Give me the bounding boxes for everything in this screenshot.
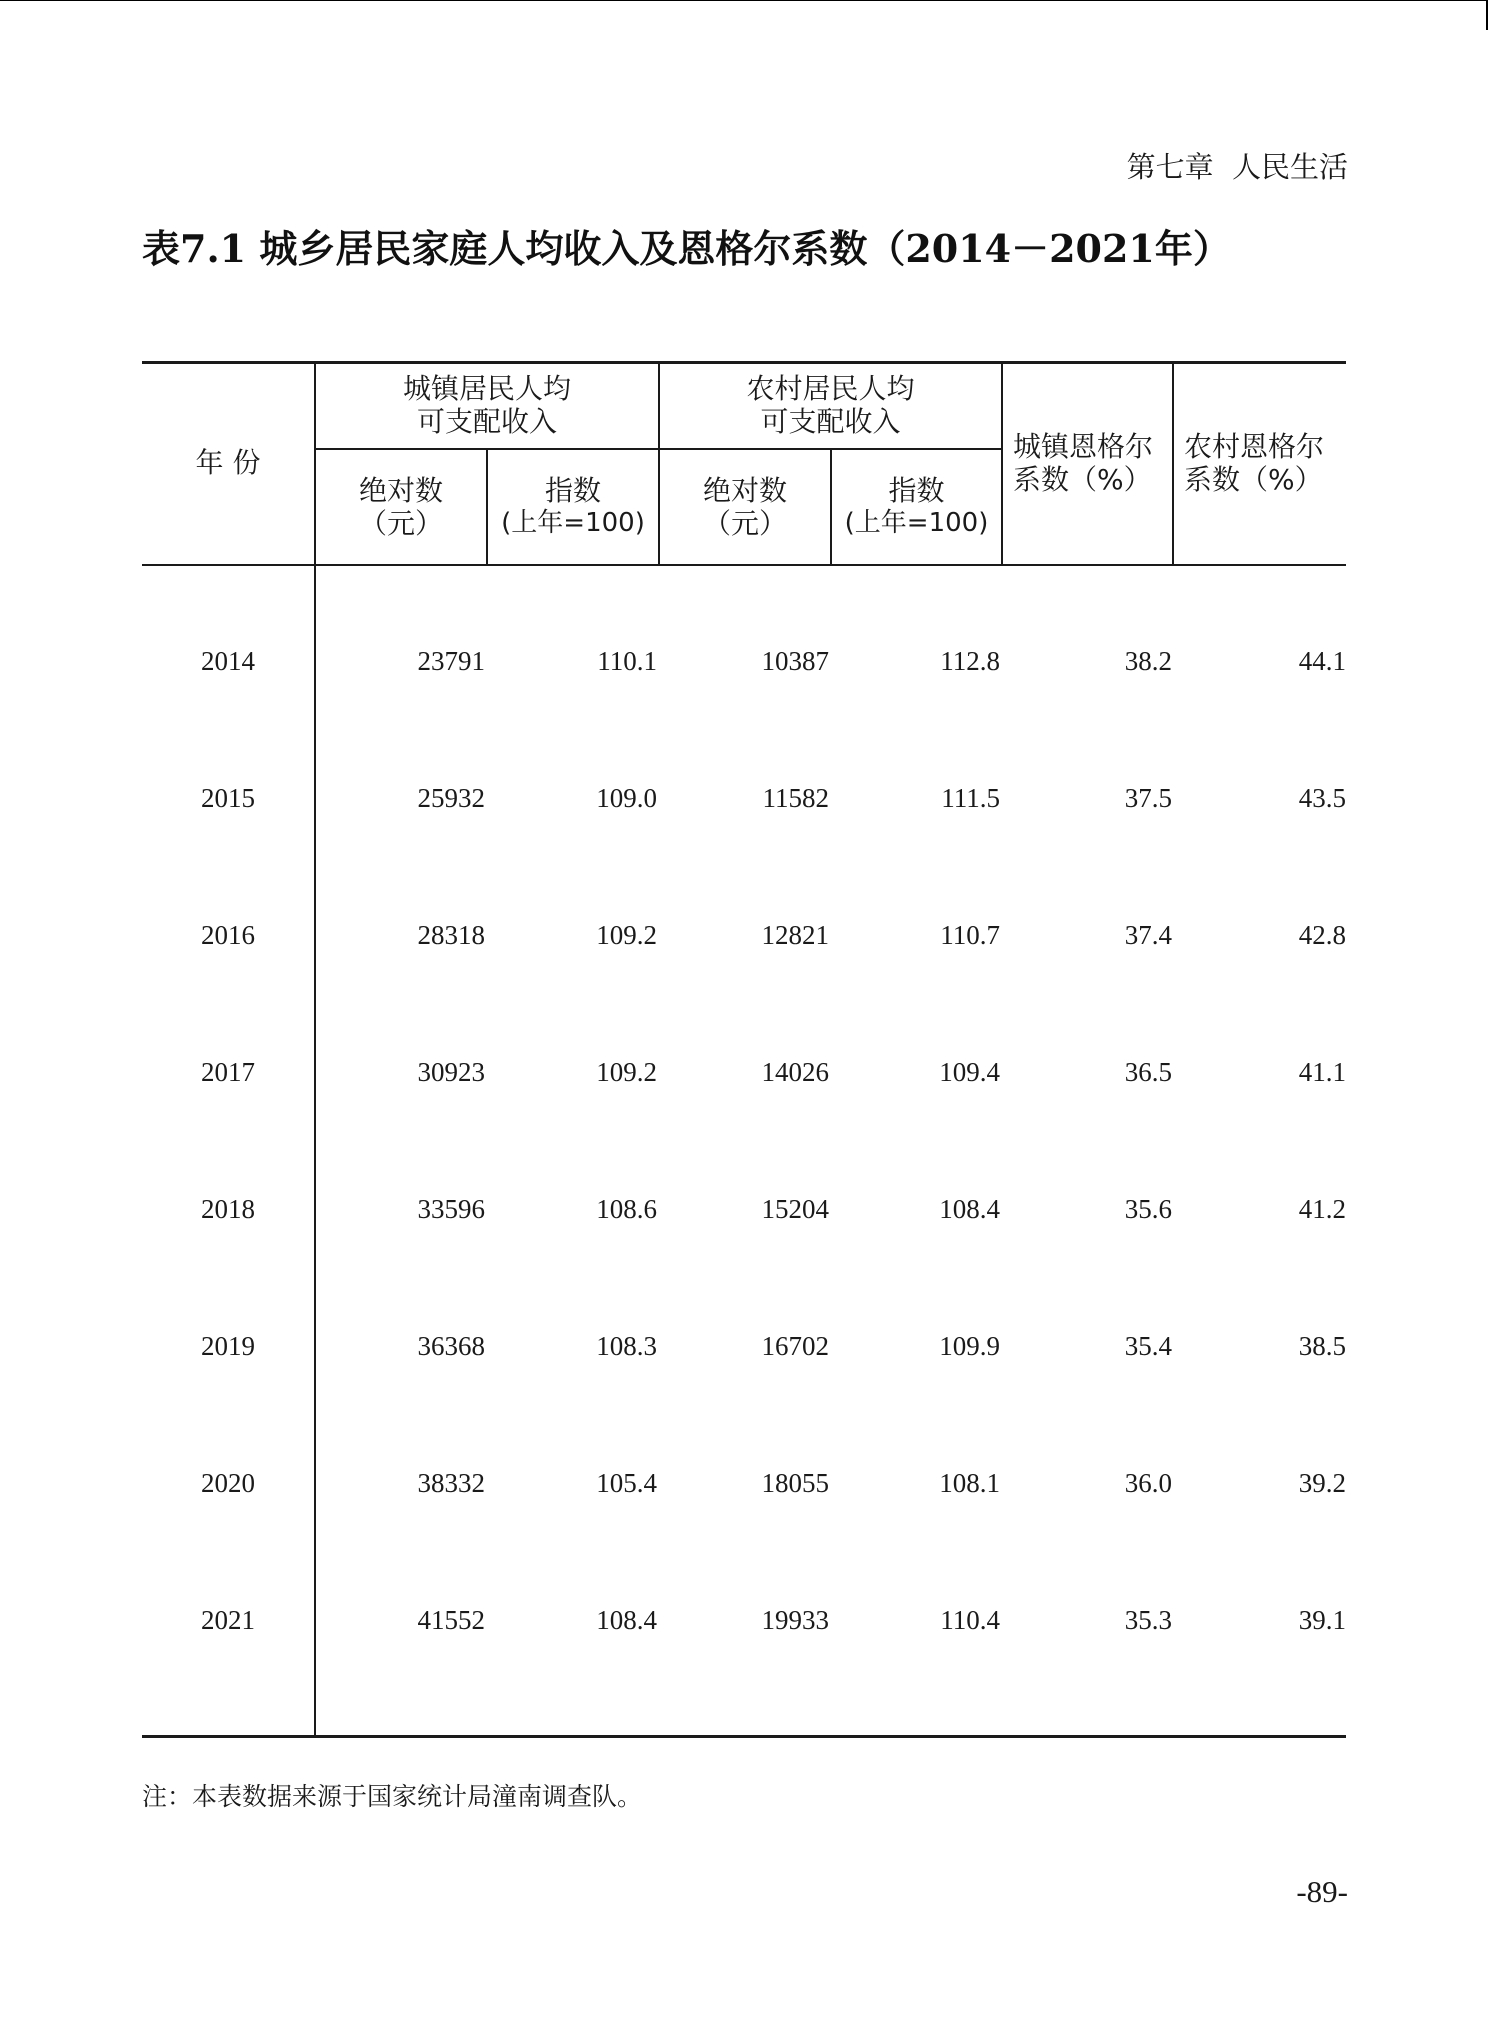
cell-urban-index: 109.0 xyxy=(596,783,657,813)
running-head: 第七章 人民生活 xyxy=(1126,150,1348,184)
cell-rural-engel: 41.2 xyxy=(1298,1194,1346,1224)
cell-rural-abs: 15204 xyxy=(761,1194,829,1224)
data-table xyxy=(142,361,1346,1738)
cell-rural-abs: 11582 xyxy=(762,783,829,813)
cell-rural-abs: 14026 xyxy=(761,1057,829,1087)
cell-rural-index: 111.5 xyxy=(941,783,1000,813)
cell-urban-engel: 37.4 xyxy=(1124,920,1172,950)
header-rural-income: 农村居民人均 可支配收入 xyxy=(746,371,915,438)
header-urban-income: 城镇居民人均 可支配收入 xyxy=(402,371,571,438)
header-rural-abs: 绝对数 （元） xyxy=(702,474,787,540)
cell-urban-engel: 35.6 xyxy=(1124,1194,1172,1224)
cell-year: 2014 xyxy=(201,646,255,676)
cell-urban-index: 109.2 xyxy=(596,920,657,950)
cell-year: 2021 xyxy=(201,1605,255,1635)
cell-urban-index: 108.3 xyxy=(596,1331,657,1361)
cell-urban-index: 109.2 xyxy=(596,1057,657,1087)
cell-year: 2015 xyxy=(201,783,255,813)
cell-urban-abs: 41552 xyxy=(417,1605,485,1635)
page-top-border xyxy=(0,0,1488,1)
header-urban-engel: 城镇恩格尔 系数（%） xyxy=(1013,429,1154,496)
cell-urban-abs: 25932 xyxy=(417,783,485,813)
cell-urban-abs: 33596 xyxy=(417,1194,485,1224)
cell-rural-engel: 41.1 xyxy=(1298,1057,1346,1087)
cell-urban-engel: 36.0 xyxy=(1124,1468,1172,1498)
header-urban-index: 指数 (上年=100) xyxy=(501,474,645,538)
cell-urban-abs: 30923 xyxy=(417,1057,485,1087)
cell-urban-index: 108.6 xyxy=(596,1194,657,1224)
cell-urban-index: 110.1 xyxy=(597,646,657,676)
cell-rural-engel: 38.5 xyxy=(1298,1331,1346,1361)
cell-year: 2019 xyxy=(201,1331,255,1361)
header-rural-engel: 农村恩格尔 系数（%） xyxy=(1184,429,1325,496)
cell-rural-engel: 42.8 xyxy=(1298,920,1346,950)
cell-rural-engel: 44.1 xyxy=(1298,646,1346,676)
cell-rural-abs: 18055 xyxy=(761,1468,829,1498)
cell-urban-abs: 38332 xyxy=(417,1468,485,1498)
cell-urban-index: 108.4 xyxy=(596,1605,657,1635)
cell-rural-engel: 39.1 xyxy=(1298,1605,1346,1635)
cell-urban-engel: 35.3 xyxy=(1124,1605,1172,1635)
cell-rural-engel: 39.2 xyxy=(1298,1468,1346,1498)
table-note: 注：本表数据来源于国家统计局潼南调查队。 xyxy=(142,1782,643,1811)
cell-year: 2020 xyxy=(201,1468,255,1498)
cell-urban-engel: 38.2 xyxy=(1124,646,1172,676)
cell-rural-index: 109.4 xyxy=(939,1057,1000,1087)
table-title: 表7.1 城乡居民家庭人均收入及恩格尔系数（2014－2021年） xyxy=(142,226,1231,271)
cell-rural-index: 108.4 xyxy=(939,1194,1000,1224)
cell-rural-index: 110.7 xyxy=(940,920,1000,950)
header-year: 年 份 xyxy=(195,446,261,479)
cell-rural-engel: 43.5 xyxy=(1298,783,1346,813)
cell-urban-abs: 23791 xyxy=(417,646,485,676)
cell-urban-engel: 36.5 xyxy=(1124,1057,1172,1087)
cell-rural-abs: 10387 xyxy=(761,646,829,676)
cell-year: 2016 xyxy=(201,920,255,950)
cell-rural-abs: 19933 xyxy=(761,1605,829,1635)
cell-year: 2018 xyxy=(201,1194,255,1224)
cell-urban-abs: 28318 xyxy=(417,920,485,950)
cell-rural-index: 109.9 xyxy=(939,1331,1000,1361)
cell-urban-engel: 35.4 xyxy=(1124,1331,1172,1361)
header-rural-index: 指数 (上年=100) xyxy=(844,474,989,538)
header-urban-abs: 绝对数 （元） xyxy=(358,474,443,540)
cell-rural-index: 110.4 xyxy=(940,1605,1000,1635)
cell-year: 2017 xyxy=(201,1057,255,1087)
header-bottom-rule xyxy=(142,564,1346,566)
cell-rural-index: 112.8 xyxy=(940,646,1000,676)
page-number: -89- xyxy=(1296,1874,1348,1909)
cell-rural-index: 108.1 xyxy=(939,1468,1000,1498)
cell-rural-abs: 16702 xyxy=(761,1331,829,1361)
cell-urban-engel: 37.5 xyxy=(1124,783,1172,813)
table-bottom-rule xyxy=(142,1735,1346,1738)
cell-urban-index: 105.4 xyxy=(596,1468,657,1498)
cell-rural-abs: 12821 xyxy=(761,920,829,950)
cell-urban-abs: 36368 xyxy=(417,1331,485,1361)
year-column-rule xyxy=(314,361,316,1738)
